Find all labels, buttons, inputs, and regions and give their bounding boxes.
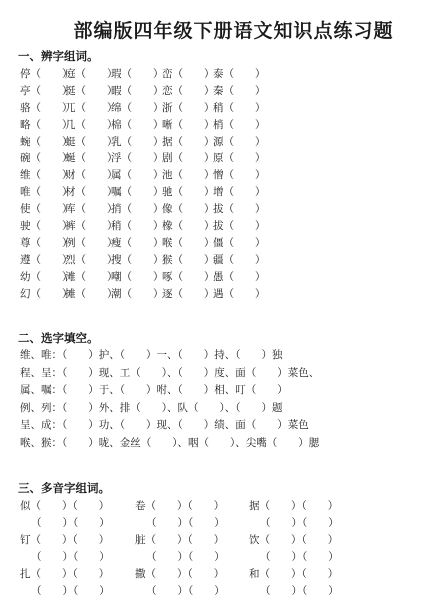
word-blank[interactable]: 搜（ ） bbox=[111, 253, 164, 266]
word-blank[interactable]: 财（ ） bbox=[65, 169, 118, 182]
word-blank[interactable]: 庭（ ） bbox=[65, 68, 118, 80]
word-blank[interactable]: 使（ ） bbox=[20, 203, 73, 216]
word-blank[interactable]: 猴（ ） bbox=[162, 253, 215, 266]
word-blank[interactable]: 拔（ ） bbox=[213, 220, 266, 233]
word-blank[interactable]: 和（ ）（ ） bbox=[249, 568, 339, 580]
word-blank[interactable]: 拔（ ） bbox=[213, 203, 266, 216]
word-blank[interactable]: 僵（ ） bbox=[213, 236, 266, 249]
table-row bbox=[20, 515, 420, 532]
word-blank[interactable]: 蜿（ ） bbox=[20, 135, 73, 148]
word-blank[interactable]: 兀（ ） bbox=[65, 101, 118, 114]
polyphonic-characters-grid bbox=[20, 498, 420, 600]
word-blank[interactable]: 钉（ ）（ ） bbox=[20, 534, 110, 546]
word-blank[interactable]: 泰（ ） bbox=[213, 68, 266, 80]
word-blank[interactable]: 烈（ ） bbox=[65, 253, 118, 266]
word-blank[interactable]: 逐（ ） bbox=[162, 287, 215, 300]
word-blank[interactable]: 裤（ ） bbox=[65, 220, 118, 233]
word-blank[interactable]: 驰（ ） bbox=[162, 186, 215, 199]
word-blank[interactable]: 剧（ ） bbox=[162, 152, 215, 165]
word-blank[interactable]: 乳（ ） bbox=[111, 135, 164, 148]
word-blank[interactable]: 属（ ） bbox=[111, 169, 164, 182]
word-blank[interactable]: （ ）（ ） bbox=[146, 517, 225, 529]
word-blank[interactable]: 幻（ ） bbox=[20, 287, 73, 300]
word-blank[interactable]: 蜒（ ） bbox=[65, 152, 118, 165]
word-blank[interactable]: 捎（ ） bbox=[111, 203, 164, 216]
word-blank[interactable]: 像（ ） bbox=[162, 203, 215, 216]
word-blank[interactable]: 啄（ ） bbox=[162, 270, 215, 283]
word-blank[interactable]: 骆（ ） bbox=[20, 101, 73, 114]
word-blank[interactable]: 晰（ ） bbox=[162, 118, 215, 131]
word-blank[interactable]: 瘦（ ） bbox=[111, 236, 164, 249]
word-blank[interactable]: （ ）（ ） bbox=[260, 551, 339, 563]
word-blank[interactable]: 遵（ ） bbox=[20, 253, 73, 266]
word-blank[interactable]: （ ）（ ） bbox=[146, 551, 225, 563]
word-blank[interactable]: 瑕（ ） bbox=[111, 68, 164, 80]
word-blank[interactable]: （ ）（ ） bbox=[260, 517, 339, 529]
word-blank[interactable]: 峦（ ） bbox=[162, 68, 215, 80]
word-blank[interactable]: 卷（ ）（ ） bbox=[135, 500, 225, 512]
fill-in-characters-list bbox=[20, 347, 319, 452]
table-row bbox=[20, 549, 420, 566]
word-blank[interactable]: 略（ ） bbox=[20, 118, 73, 131]
word-blank[interactable]: 秦（ ） bbox=[213, 84, 266, 97]
word-blank[interactable]: 尊（ ） bbox=[20, 236, 73, 249]
word-blank[interactable]: 暇（ ） bbox=[111, 84, 164, 97]
word-blank[interactable]: 蜓（ ） bbox=[65, 135, 118, 148]
word-blank[interactable]: 滩（ ） bbox=[65, 270, 118, 283]
word-blank[interactable]: 材（ ） bbox=[65, 186, 118, 199]
word-blank[interactable]: 唯（ ） bbox=[20, 186, 73, 199]
word-blank[interactable]: 潮（ ） bbox=[111, 287, 164, 300]
word-blank[interactable]: 嘱（ ） bbox=[111, 186, 164, 199]
word-blank[interactable]: 增（ ） bbox=[213, 186, 266, 199]
word-blank[interactable]: 饮（ ）（ ） bbox=[249, 534, 339, 546]
word-blank[interactable]: 库（ ） bbox=[65, 203, 118, 216]
word-blank[interactable]: 绵（ ） bbox=[111, 101, 164, 114]
word-blank[interactable]: （ ）（ ） bbox=[146, 585, 225, 597]
word-blank[interactable]: （ ）（ ） bbox=[31, 585, 110, 597]
list-item[interactable]: 例、列：（ ）外、排（ ）、队（ ）、（ ）题 bbox=[20, 401, 283, 414]
word-blank[interactable]: 例（ ） bbox=[65, 236, 118, 249]
section-heading-polyphonic-characters: 三、多音字组词。 bbox=[18, 481, 110, 495]
word-blank[interactable]: 几（ ） bbox=[65, 118, 118, 131]
word-blank[interactable]: 嘲（ ） bbox=[111, 270, 164, 283]
section-heading-fill-in-characters: 二、选字填空。 bbox=[18, 331, 99, 345]
word-blank[interactable]: 扎（ ）（ ） bbox=[20, 568, 110, 580]
word-blank[interactable]: 据（ ） bbox=[162, 135, 215, 148]
table-row bbox=[20, 583, 420, 600]
word-blank[interactable]: 脏（ ）（ ） bbox=[135, 534, 225, 546]
word-blank[interactable]: 源（ ） bbox=[213, 135, 266, 148]
word-blank[interactable]: 恋（ ） bbox=[162, 84, 215, 97]
word-blank[interactable]: 挺（ ） bbox=[65, 84, 118, 97]
word-blank[interactable]: 原（ ） bbox=[213, 152, 266, 165]
word-blank[interactable]: 浙（ ） bbox=[162, 101, 215, 114]
table-row bbox=[20, 498, 420, 515]
table-row bbox=[20, 532, 420, 549]
word-blank[interactable]: 稍（ ） bbox=[111, 220, 164, 233]
word-blank[interactable]: （ ）（ ） bbox=[31, 551, 110, 563]
word-blank[interactable]: 棉（ ） bbox=[111, 118, 164, 131]
word-blank[interactable]: 橡（ ） bbox=[162, 220, 215, 233]
word-blank[interactable]: （ ）（ ） bbox=[260, 585, 339, 597]
table-row bbox=[20, 566, 420, 583]
word-blank[interactable]: 似（ ）（ ） bbox=[20, 500, 110, 512]
word-blank[interactable]: 池（ ） bbox=[162, 169, 215, 182]
list-item[interactable]: 属、嘱：（ ）于、（ ）咐、（ ）相、叮（ ） bbox=[20, 384, 288, 396]
word-blank[interactable]: 浮（ ） bbox=[111, 152, 164, 165]
list-item[interactable]: 喉、猴：（ ）咙、金丝（ ）、咽（ ）、尖嘴（ ）腮 bbox=[20, 436, 320, 449]
word-blank[interactable]: （ ）（ ） bbox=[31, 517, 110, 529]
list-item[interactable]: 维、唯：（ ）护、（ ）一、（ ）持、（ ）独 bbox=[20, 349, 283, 361]
word-blank[interactable]: 愚（ ） bbox=[213, 270, 266, 283]
list-item[interactable]: 程、呈：（ ）现、工（ ）、（ ）度、面（ ）菜色、 bbox=[20, 366, 320, 379]
word-blank[interactable]: 疆（ ） bbox=[213, 253, 266, 266]
word-blank[interactable]: 维（ ） bbox=[20, 169, 73, 182]
word-blank[interactable]: 幼（ ） bbox=[20, 270, 73, 283]
page-title: 部编版四年级下册语文知识点练习题 bbox=[73, 20, 394, 42]
word-blank[interactable]: 梢（ ） bbox=[213, 118, 266, 131]
word-blank[interactable]: 据（ ）（ ） bbox=[249, 500, 339, 512]
word-blank[interactable]: 摊（ ） bbox=[65, 287, 118, 300]
word-blank[interactable]: 憎（ ） bbox=[213, 169, 266, 182]
word-blank[interactable]: 撒（ ）（ ） bbox=[135, 568, 225, 580]
section-heading-distinguish-characters: 一、辨字组词。 bbox=[18, 49, 99, 63]
word-blank[interactable]: 稍（ ） bbox=[213, 101, 266, 114]
word-blank[interactable]: 驶（ ） bbox=[20, 220, 73, 233]
list-item[interactable]: 呈、成：（ ）功、（ ）现、（ ）绩、面（ ）菜色 bbox=[20, 419, 309, 431]
word-blank[interactable]: 遇（ ） bbox=[213, 287, 266, 300]
word-blank[interactable]: 碗（ ） bbox=[20, 152, 73, 165]
word-blank[interactable]: 亭（ ） bbox=[20, 84, 73, 97]
word-blank[interactable]: 喉（ ） bbox=[162, 236, 215, 249]
word-blank[interactable]: 停（ ） bbox=[20, 68, 73, 80]
